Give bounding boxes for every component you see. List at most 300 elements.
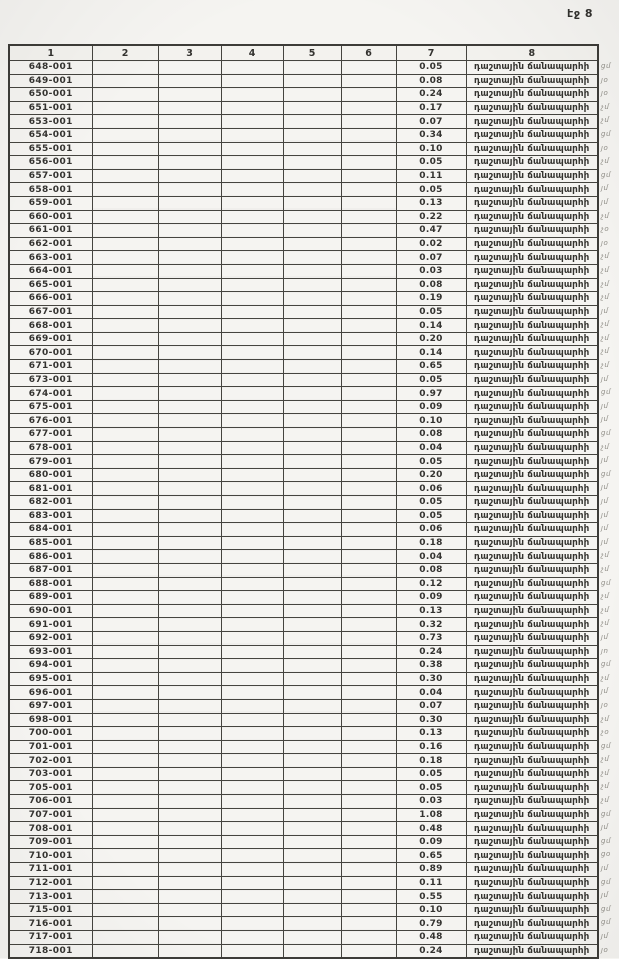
empty-cell xyxy=(92,591,158,605)
area-value-cell: 0.13 xyxy=(396,727,466,741)
empty-cell xyxy=(341,224,396,238)
empty-cell xyxy=(158,237,221,251)
empty-cell xyxy=(341,305,396,319)
empty-cell xyxy=(92,563,158,577)
area-value-cell: 0.09 xyxy=(396,591,466,605)
land-use-cell: դաշտային ճանապարհի xyxy=(466,346,598,360)
empty-cell xyxy=(92,536,158,550)
parcel-id-cell: 700-001 xyxy=(9,727,92,741)
parcel-id-cell: 697-001 xyxy=(9,699,92,713)
empty-cell xyxy=(341,169,396,183)
handwritten-margin-note: ցմ xyxy=(601,877,611,886)
handwritten-margin-note: յո xyxy=(601,646,609,655)
empty-cell xyxy=(341,903,396,917)
land-use-cell: դաշտային ճանապարհի xyxy=(466,142,598,156)
land-use-cell: դաշտային ճանապարհի xyxy=(466,618,598,632)
empty-cell xyxy=(221,183,283,197)
parcel-id-cell: 665-001 xyxy=(9,278,92,292)
area-value-cell: 0.34 xyxy=(396,128,466,142)
parcel-id-cell: 655-001 xyxy=(9,142,92,156)
handwritten-margin-note: չօ xyxy=(601,728,610,737)
land-use-cell: դաշտային ճանապարհի xyxy=(466,713,598,727)
parcel-id-cell: 658-001 xyxy=(9,183,92,197)
empty-cell xyxy=(92,754,158,768)
parcel-id-cell: 682-001 xyxy=(9,496,92,510)
empty-cell xyxy=(283,686,341,700)
land-use-cell: դաշտային ճանապարհի xyxy=(466,849,598,863)
empty-cell xyxy=(158,61,221,75)
table-row xyxy=(9,482,598,496)
land-use-cell: դաշտային ճանապարհի xyxy=(466,264,598,278)
land-use-cell: դաշտային ճանապարհի xyxy=(466,536,598,550)
empty-cell xyxy=(221,101,283,115)
handwritten-margin-note: ցօ xyxy=(601,850,611,859)
empty-cell xyxy=(341,251,396,265)
data-table xyxy=(8,44,599,959)
empty-cell xyxy=(283,890,341,904)
handwritten-margin-note: ցմ xyxy=(601,809,611,818)
parcel-id-cell: 705-001 xyxy=(9,781,92,795)
empty-cell xyxy=(341,591,396,605)
table-row xyxy=(9,360,598,374)
empty-cell xyxy=(341,686,396,700)
area-value-cell: 0.05 xyxy=(396,156,466,170)
empty-cell xyxy=(221,264,283,278)
empty-cell xyxy=(283,536,341,550)
handwritten-margin-note: յմ xyxy=(601,537,609,546)
empty-cell xyxy=(341,414,396,428)
parcel-id-cell: 649-001 xyxy=(9,74,92,88)
parcel-id-cell: 703-001 xyxy=(9,767,92,781)
empty-cell xyxy=(158,400,221,414)
empty-cell xyxy=(341,292,396,306)
column-header-7: 7 xyxy=(396,45,466,61)
empty-cell xyxy=(221,604,283,618)
empty-cell xyxy=(283,196,341,210)
handwritten-margin-note: չմ xyxy=(601,265,610,274)
empty-cell xyxy=(92,767,158,781)
handwritten-margin-note: չօ xyxy=(601,225,610,234)
table-row xyxy=(9,196,598,210)
parcel-id-cell: 695-001 xyxy=(9,672,92,686)
empty-cell xyxy=(341,767,396,781)
empty-cell xyxy=(221,224,283,238)
area-value-cell: 0.19 xyxy=(396,292,466,306)
empty-cell xyxy=(341,604,396,618)
empty-cell xyxy=(221,618,283,632)
empty-cell xyxy=(158,767,221,781)
empty-cell xyxy=(283,822,341,836)
empty-cell xyxy=(92,101,158,115)
empty-cell xyxy=(158,795,221,809)
empty-cell xyxy=(221,292,283,306)
table-row xyxy=(9,917,598,931)
area-value-cell: 0.08 xyxy=(396,428,466,442)
empty-cell xyxy=(341,699,396,713)
table-row xyxy=(9,835,598,849)
empty-cell xyxy=(221,142,283,156)
area-value-cell: 0.89 xyxy=(396,863,466,877)
handwritten-margin-note: ցմ xyxy=(601,388,611,397)
empty-cell xyxy=(158,441,221,455)
table-row xyxy=(9,264,598,278)
parcel-id-cell: 683-001 xyxy=(9,509,92,523)
handwritten-margin-note: չմ xyxy=(601,320,610,329)
table-row xyxy=(9,890,598,904)
empty-cell xyxy=(158,196,221,210)
area-value-cell: 0.24 xyxy=(396,88,466,102)
table-row xyxy=(9,767,598,781)
column-header-6: 6 xyxy=(341,45,396,61)
table-row xyxy=(9,604,598,618)
parcel-id-cell: 654-001 xyxy=(9,128,92,142)
empty-cell xyxy=(221,156,283,170)
empty-cell xyxy=(283,142,341,156)
parcel-id-cell: 691-001 xyxy=(9,618,92,632)
area-value-cell: 0.17 xyxy=(396,101,466,115)
empty-cell xyxy=(341,917,396,931)
area-value-cell: 0.04 xyxy=(396,441,466,455)
land-use-cell: դաշտային ճանապարհի xyxy=(466,563,598,577)
empty-cell xyxy=(158,944,221,958)
land-use-cell: դաշտային ճանապարհի xyxy=(466,727,598,741)
parcel-id-cell: 690-001 xyxy=(9,604,92,618)
land-use-cell: դաշտային ճանապարհի xyxy=(466,509,598,523)
parcel-id-cell: 651-001 xyxy=(9,101,92,115)
land-use-cell: դաշտային ճանապարհի xyxy=(466,387,598,401)
empty-cell xyxy=(341,740,396,754)
empty-cell xyxy=(158,346,221,360)
empty-cell xyxy=(158,618,221,632)
parcel-id-cell: 678-001 xyxy=(9,441,92,455)
land-use-cell: դաշտային ճանապարհի xyxy=(466,305,598,319)
empty-cell xyxy=(158,890,221,904)
land-use-cell: դաշտային ճանապարհի xyxy=(466,482,598,496)
empty-cell xyxy=(341,577,396,591)
empty-cell xyxy=(221,536,283,550)
empty-cell xyxy=(341,264,396,278)
land-use-cell: դաշտային ճանապարհի xyxy=(466,169,598,183)
empty-cell xyxy=(92,264,158,278)
empty-cell xyxy=(158,224,221,238)
handwritten-margin-note: յմ xyxy=(601,687,609,696)
empty-cell xyxy=(92,224,158,238)
empty-cell xyxy=(92,713,158,727)
parcel-id-cell: 656-001 xyxy=(9,156,92,170)
empty-cell xyxy=(221,278,283,292)
handwritten-margin-note: յմ xyxy=(601,306,609,315)
empty-cell xyxy=(92,645,158,659)
table-row xyxy=(9,863,598,877)
table-row xyxy=(9,128,598,142)
empty-cell xyxy=(158,305,221,319)
parcel-id-cell: 718-001 xyxy=(9,944,92,958)
handwritten-margin-note: չմ xyxy=(601,673,610,682)
area-value-cell: 0.11 xyxy=(396,876,466,890)
empty-cell xyxy=(221,822,283,836)
empty-cell xyxy=(283,88,341,102)
table-row xyxy=(9,509,598,523)
land-use-cell: դաշտային ճանապարհի xyxy=(466,699,598,713)
table-row xyxy=(9,169,598,183)
table-row xyxy=(9,251,598,265)
empty-cell xyxy=(158,713,221,727)
empty-cell xyxy=(221,645,283,659)
handwritten-margin-note: յմ xyxy=(601,632,609,641)
parcel-id-cell: 696-001 xyxy=(9,686,92,700)
table-row xyxy=(9,727,598,741)
empty-cell xyxy=(221,400,283,414)
parcel-id-cell: 660-001 xyxy=(9,210,92,224)
empty-cell xyxy=(283,876,341,890)
empty-cell xyxy=(283,713,341,727)
empty-cell xyxy=(158,292,221,306)
area-value-cell: 0.05 xyxy=(396,455,466,469)
empty-cell xyxy=(283,360,341,374)
empty-cell xyxy=(221,373,283,387)
empty-cell xyxy=(283,482,341,496)
handwritten-margin-note: յմ xyxy=(601,864,609,873)
empty-cell xyxy=(283,332,341,346)
empty-cell xyxy=(92,115,158,129)
table-row xyxy=(9,496,598,510)
handwritten-margin-note: յօ xyxy=(601,75,609,84)
land-use-cell: դաշտային ճանապարհի xyxy=(466,631,598,645)
handwritten-margin-note: յմ xyxy=(601,891,609,900)
table-row xyxy=(9,931,598,945)
empty-cell xyxy=(283,414,341,428)
handwritten-margin-note: յմ xyxy=(601,184,609,193)
empty-cell xyxy=(283,849,341,863)
parcel-id-cell: 667-001 xyxy=(9,305,92,319)
empty-cell xyxy=(283,795,341,809)
handwritten-margin-note: յմ xyxy=(601,197,609,206)
parcel-id-cell: 650-001 xyxy=(9,88,92,102)
empty-cell xyxy=(92,183,158,197)
empty-cell xyxy=(92,727,158,741)
handwritten-margin-note: յմ xyxy=(601,510,609,519)
land-use-cell: դաշտային ճանապարհի xyxy=(466,835,598,849)
empty-cell xyxy=(283,727,341,741)
parcel-id-cell: 679-001 xyxy=(9,455,92,469)
empty-cell xyxy=(221,509,283,523)
empty-cell xyxy=(341,849,396,863)
empty-cell xyxy=(92,577,158,591)
land-use-cell: դաշտային ճանապարհի xyxy=(466,523,598,537)
empty-cell xyxy=(221,210,283,224)
handwritten-margin-note: չմ xyxy=(601,361,610,370)
empty-cell xyxy=(283,319,341,333)
empty-cell xyxy=(341,890,396,904)
land-use-cell: դաշտային ճանապարհի xyxy=(466,156,598,170)
table-row xyxy=(9,210,598,224)
parcel-id-cell: 713-001 xyxy=(9,890,92,904)
empty-cell xyxy=(221,332,283,346)
empty-cell xyxy=(92,835,158,849)
area-value-cell: 0.14 xyxy=(396,319,466,333)
area-value-cell: 0.32 xyxy=(396,618,466,632)
empty-cell xyxy=(341,428,396,442)
empty-cell xyxy=(92,360,158,374)
parcel-id-cell: 689-001 xyxy=(9,591,92,605)
empty-cell xyxy=(92,319,158,333)
area-value-cell: 0.07 xyxy=(396,115,466,129)
empty-cell xyxy=(283,468,341,482)
empty-cell xyxy=(221,795,283,809)
empty-cell xyxy=(158,659,221,673)
empty-cell xyxy=(283,604,341,618)
empty-cell xyxy=(341,550,396,564)
empty-cell xyxy=(341,523,396,537)
area-value-cell: 1.08 xyxy=(396,808,466,822)
area-value-cell: 0.03 xyxy=(396,264,466,278)
empty-cell xyxy=(341,387,396,401)
empty-cell xyxy=(92,686,158,700)
parcel-id-cell: 653-001 xyxy=(9,115,92,129)
area-value-cell: 0.05 xyxy=(396,61,466,75)
land-use-cell: դաշտային ճանապարհի xyxy=(466,754,598,768)
empty-cell xyxy=(283,169,341,183)
empty-cell xyxy=(221,781,283,795)
table-row xyxy=(9,740,598,754)
handwritten-margin-note: ցմ xyxy=(601,469,611,478)
empty-cell xyxy=(221,727,283,741)
empty-cell xyxy=(341,931,396,945)
area-value-cell: 0.48 xyxy=(396,931,466,945)
area-value-cell: 0.10 xyxy=(396,903,466,917)
empty-cell xyxy=(283,523,341,537)
land-use-cell: դաշտային ճանապարհի xyxy=(466,496,598,510)
area-value-cell: 0.97 xyxy=(396,387,466,401)
parcel-id-cell: 659-001 xyxy=(9,196,92,210)
empty-cell xyxy=(158,373,221,387)
empty-cell xyxy=(92,509,158,523)
handwritten-margin-note: յօ xyxy=(601,89,609,98)
empty-cell xyxy=(341,727,396,741)
land-use-cell: դաշտային ճանապարհի xyxy=(466,373,598,387)
area-value-cell: 0.05 xyxy=(396,305,466,319)
area-value-cell: 0.24 xyxy=(396,944,466,958)
parcel-id-cell: 702-001 xyxy=(9,754,92,768)
handwritten-margin-note: ցմ xyxy=(601,836,611,845)
column-header-5: 5 xyxy=(283,45,341,61)
empty-cell xyxy=(92,631,158,645)
land-use-cell: դաշտային ճանապարհի xyxy=(466,468,598,482)
parcel-id-cell: 710-001 xyxy=(9,849,92,863)
empty-cell xyxy=(92,169,158,183)
land-use-cell: դաշտային ճանապարհի xyxy=(466,224,598,238)
empty-cell xyxy=(341,142,396,156)
empty-cell xyxy=(92,849,158,863)
land-use-cell: դաշտային ճանապարհի xyxy=(466,863,598,877)
land-use-cell: դաշտային ճանապարհի xyxy=(466,292,598,306)
table-row xyxy=(9,292,598,306)
area-value-cell: 0.09 xyxy=(396,835,466,849)
land-use-cell: դաշտային ճանապարհի xyxy=(466,237,598,251)
land-use-cell: դաշտային ճանապարհի xyxy=(466,659,598,673)
empty-cell xyxy=(283,740,341,754)
land-use-cell: դաշտային ճանապարհի xyxy=(466,210,598,224)
empty-cell xyxy=(92,523,158,537)
handwritten-margin-note: ցմ xyxy=(601,62,611,70)
column-header-3: 3 xyxy=(158,45,221,61)
area-value-cell: 0.08 xyxy=(396,278,466,292)
empty-cell xyxy=(92,346,158,360)
empty-cell xyxy=(92,128,158,142)
page-number-label: էջ 8 xyxy=(567,7,593,20)
parcel-id-cell: 670-001 xyxy=(9,346,92,360)
empty-cell xyxy=(221,944,283,958)
empty-cell xyxy=(283,224,341,238)
land-use-cell: դաշտային ճանապարհի xyxy=(466,414,598,428)
empty-cell xyxy=(158,536,221,550)
land-use-cell: դաշտային ճանապարհի xyxy=(466,251,598,265)
empty-cell xyxy=(158,455,221,469)
empty-cell xyxy=(158,849,221,863)
parcel-id-cell: 698-001 xyxy=(9,713,92,727)
handwritten-margin-note: չմ xyxy=(601,564,610,573)
handwritten-margin-note: չմ xyxy=(601,619,610,628)
empty-cell xyxy=(158,468,221,482)
land-use-cell: դաշտային ճանապարհի xyxy=(466,917,598,931)
area-value-cell: 0.18 xyxy=(396,536,466,550)
parcel-id-cell: 717-001 xyxy=(9,931,92,945)
parcel-id-cell: 688-001 xyxy=(9,577,92,591)
empty-cell xyxy=(341,455,396,469)
empty-cell xyxy=(283,509,341,523)
empty-cell xyxy=(92,237,158,251)
land-use-cell: դաշտային ճանապարհի xyxy=(466,278,598,292)
land-use-cell: դաշտային ճանապարհի xyxy=(466,781,598,795)
area-value-cell: 0.13 xyxy=(396,196,466,210)
empty-cell xyxy=(158,509,221,523)
handwritten-margin-note: չմ xyxy=(601,157,610,166)
empty-cell xyxy=(283,373,341,387)
empty-cell xyxy=(283,264,341,278)
land-use-cell: դաշտային ճանապարհի xyxy=(466,876,598,890)
land-use-cell: դաշտային ճանապարհի xyxy=(466,767,598,781)
empty-cell xyxy=(92,876,158,890)
parcel-id-cell: 686-001 xyxy=(9,550,92,564)
empty-cell xyxy=(158,822,221,836)
empty-cell xyxy=(221,876,283,890)
land-use-cell: դաշտային ճանապարհի xyxy=(466,88,598,102)
empty-cell xyxy=(341,781,396,795)
area-value-cell: 0.07 xyxy=(396,699,466,713)
empty-cell xyxy=(283,754,341,768)
empty-cell xyxy=(92,822,158,836)
handwritten-margin-note: չմ xyxy=(601,116,610,125)
table-row xyxy=(9,849,598,863)
empty-cell xyxy=(92,156,158,170)
empty-cell xyxy=(92,210,158,224)
empty-cell xyxy=(221,523,283,537)
area-value-cell: 0.12 xyxy=(396,577,466,591)
empty-cell xyxy=(283,237,341,251)
parcel-id-cell: 692-001 xyxy=(9,631,92,645)
area-value-cell: 0.06 xyxy=(396,482,466,496)
area-value-cell: 0.65 xyxy=(396,360,466,374)
empty-cell xyxy=(283,387,341,401)
table-row xyxy=(9,224,598,238)
empty-cell xyxy=(283,441,341,455)
empty-cell xyxy=(221,863,283,877)
empty-cell xyxy=(221,196,283,210)
empty-cell xyxy=(341,115,396,129)
table-row xyxy=(9,115,598,129)
empty-cell xyxy=(158,183,221,197)
empty-cell xyxy=(158,88,221,102)
